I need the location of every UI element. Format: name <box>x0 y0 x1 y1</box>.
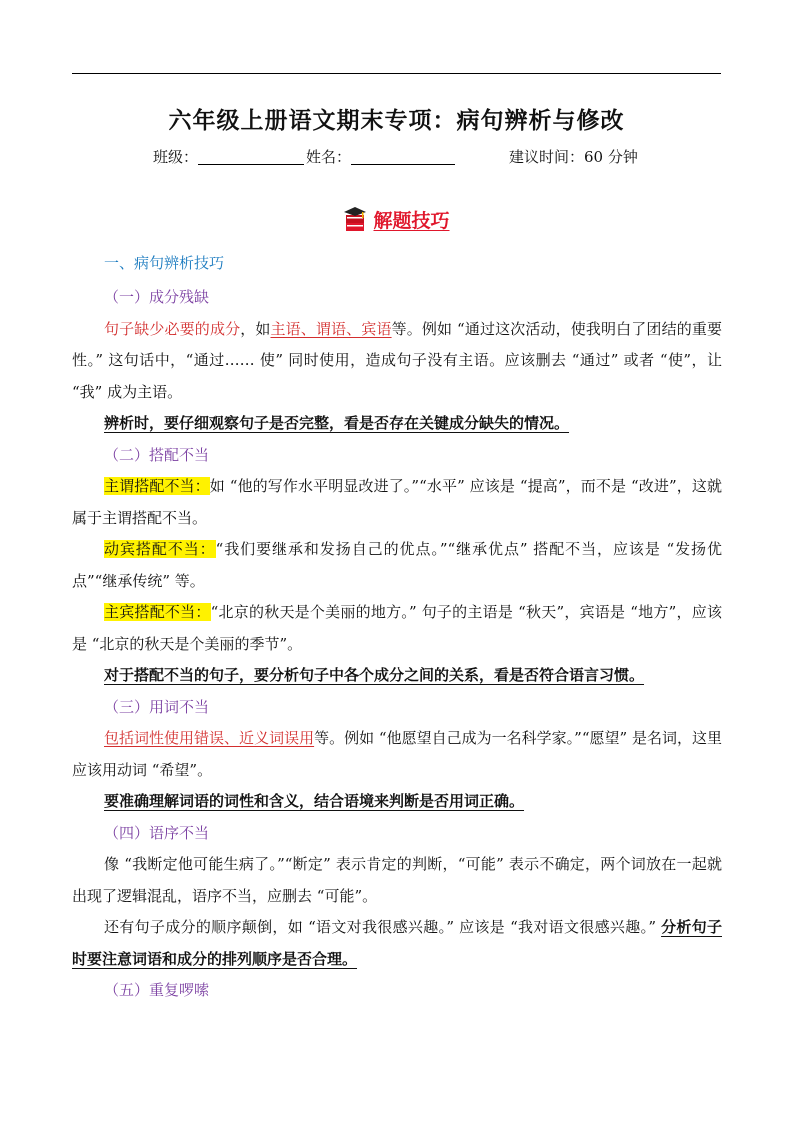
highlight-label: 动宾搭配不当： <box>104 540 216 558</box>
paragraph <box>72 912 722 975</box>
highlight-label: 主谓搭配不当： <box>104 477 210 495</box>
text: “我们要继承和发扬自己的优点。”“继承优点” 搭配不当，应该是 “发扬优点”“继承传统” 等。 <box>72 540 722 590</box>
paragraph: 像 “我断定他可能生病了。”“断定” 表示肯定的判断，“可能” 表示不确定，两个词放在一起就出现了逻辑混乱，语序不当，应删去 “可能”。 <box>72 855 722 905</box>
content <box>72 282 722 1007</box>
highlight-text: 包括词性使用错误、近义词误用 <box>104 729 315 747</box>
summary: 对于搭配不当的句子，要分析句子中各个成分之间的关系，看是否符合语言习惯。 <box>104 666 645 684</box>
text: 等。例如 “他愿望自己成为一名科学家。”“愿望” 是名词，这里应该用动词 “希望”。 <box>72 729 722 779</box>
top-rule <box>72 73 721 74</box>
name-label: 姓名： <box>306 148 352 166</box>
class-field <box>153 146 304 167</box>
subsection-title-1: （一）成分残缺 <box>104 288 210 306</box>
text: 如 “他的写作水平明显改进了。”“水平” 应该是 “提高”，而不是 “改进”，这就属于主谓搭配不当。 <box>72 477 722 527</box>
summary: 辨析时，要仔细观察句子是否完整，看是否存在关键成分缺失的情况。 <box>104 414 570 432</box>
name-blank[interactable] <box>351 148 455 165</box>
tips-label: 解题技巧 <box>373 210 450 232</box>
name-field <box>306 146 455 167</box>
text: 等。例如 “通过这次活动，使我明白了团结的重要性。” 这句话中，“通过…… 使” 同时使用，造成句子没有主语。应该删去 “通过” 或者 “使”，让 “我” 成为主语。 <box>72 319 722 401</box>
subsection-title-4: （四）语序不当 <box>104 823 210 842</box>
summary: 要准确理解词语的词性和含义，结合语境来判断是否用词正确。 <box>104 792 525 810</box>
time-label: 建议时间：60 分钟 <box>509 148 638 166</box>
paragraph <box>72 723 722 786</box>
text: ，如 <box>240 319 271 338</box>
highlight-label: 主宾搭配不当： <box>104 603 211 621</box>
book-stack-icon <box>343 207 367 233</box>
text: 还有句子成分的顺序颠倒，如 “语文对我很感兴趣。” 应该是 “我对语文很感兴趣。” <box>104 918 662 936</box>
paragraph <box>72 314 722 409</box>
class-label: 班级： <box>153 148 199 166</box>
subsection-title-5: （五）重复啰嗦 <box>104 981 210 999</box>
page-title: 六年级上册语文期末专项：病句辨析与修改 <box>168 107 625 134</box>
subsection-title-2: （二）搭配不当 <box>104 445 210 464</box>
paragraph <box>72 597 722 660</box>
class-blank[interactable] <box>198 148 304 165</box>
highlight-text: 主语、谓语、宾语 <box>270 319 392 338</box>
summary-inline: 分析句子时要注意词语和成分的排列顺序是否合理。 <box>72 918 722 968</box>
section-heading: 一、病句辨析技巧 <box>104 254 225 272</box>
highlight-text: 句子缺少必要的成分 <box>104 319 241 338</box>
tips-banner <box>0 206 793 240</box>
paragraph <box>72 534 722 597</box>
subsection-title-3: （三）用词不当 <box>104 697 210 716</box>
paragraph <box>72 471 722 534</box>
text: “北京的秋天是个美丽的地方。” 句子的主语是 “秋天”，宾语是 “地方”，应该是 “北京的秋天是个美丽的季节”。 <box>72 603 722 653</box>
